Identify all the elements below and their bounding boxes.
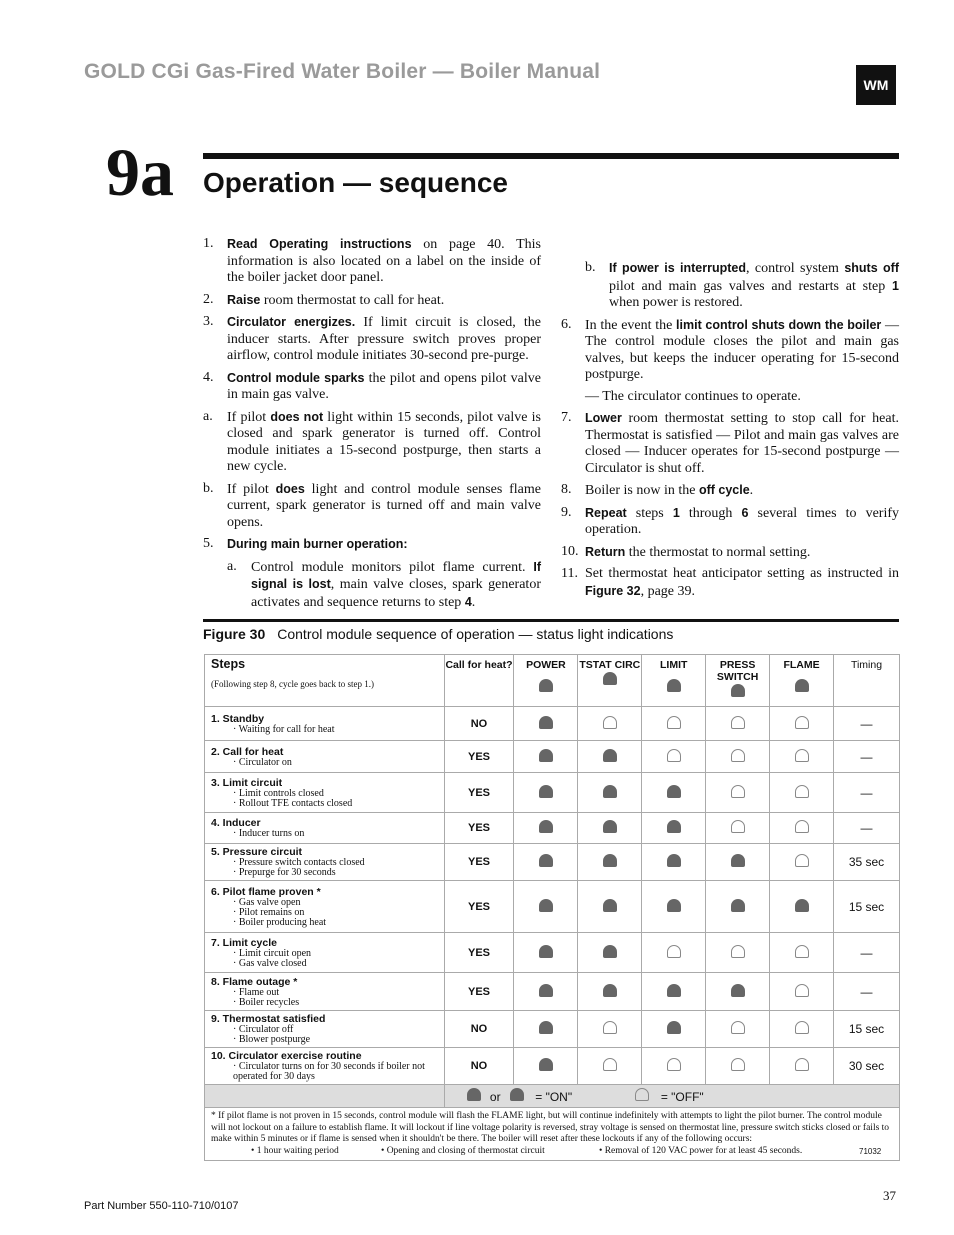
step-7: 7. Lower room thermostat setting to stop call for heat. Thermostat is satisfied — Pilot and main gas valves are closed — Inducer operates for 15-second postpurge — Circulator is shut off. xyxy=(561,410,899,476)
call-for-heat-cell: YES xyxy=(444,813,514,844)
lamp-on-icon xyxy=(539,899,553,912)
step-cell xyxy=(205,1011,445,1048)
step-detail: · Boiler producing heat xyxy=(233,916,327,928)
step-title: 10. Circulator exercise routine xyxy=(211,1050,362,1062)
flame-lamp-cell xyxy=(770,1048,834,1085)
lamp-on-icon xyxy=(731,854,745,867)
col-limit: LIMIT xyxy=(642,655,706,707)
lamp-off-icon xyxy=(667,749,681,762)
step-cell xyxy=(205,881,445,933)
lamp-on-icon xyxy=(603,899,617,912)
press-switch-lamp-cell xyxy=(706,741,770,773)
call-for-heat-cell: YES xyxy=(444,973,514,1011)
limit-lamp-cell xyxy=(642,741,706,773)
table-row xyxy=(205,741,900,773)
call-for-heat-cell: NO xyxy=(444,707,514,741)
timing-cell: — xyxy=(834,741,900,773)
lamp-on-icon xyxy=(603,672,617,685)
section-number: 9a xyxy=(106,134,174,210)
cycle-note: (Following step 8, cycle goes back to step 1.) xyxy=(211,679,374,689)
col-timing: Timing xyxy=(834,655,900,707)
table-row xyxy=(205,844,900,881)
table-row xyxy=(205,933,900,973)
figure-code: 71032 xyxy=(859,1146,882,1156)
call-for-heat-cell: YES xyxy=(444,881,514,933)
power-lamp-cell xyxy=(514,773,578,813)
lamp-on-icon xyxy=(539,820,553,833)
legend-row xyxy=(205,1085,900,1108)
lamp-off-icon xyxy=(731,785,745,798)
tstat-circ-lamp-cell xyxy=(578,844,642,881)
flame-lamp-cell xyxy=(770,1011,834,1048)
timing-cell: — xyxy=(834,773,900,813)
step-5b: b. If power is interrupted, control system shuts off pilot and main gas valves and restarts at step 1 when power is restored. xyxy=(585,260,899,310)
step-detail: · Gas valve open xyxy=(233,896,301,908)
step-9: 9. Repeat steps 1 through 6 several times to verify operation. xyxy=(561,504,900,537)
step-detail: · Limit controls closed xyxy=(233,787,324,799)
timing-cell: — xyxy=(834,973,900,1011)
col-power: POWER xyxy=(514,655,578,707)
lamp-off-icon xyxy=(795,854,809,867)
limit-lamp-cell xyxy=(642,1048,706,1085)
press-switch-lamp-cell xyxy=(706,1011,770,1048)
lamp-on-icon xyxy=(795,679,809,692)
step-detail: · Gas valve closed xyxy=(233,957,307,969)
call-for-heat-cell: YES xyxy=(444,844,514,881)
call-for-heat-cell: YES xyxy=(444,933,514,973)
figure-caption: Figure 30 Control module sequence of operation — status light indications xyxy=(203,626,674,642)
table-row xyxy=(205,773,900,813)
lamp-on-icon xyxy=(731,684,745,697)
lamp-off-icon xyxy=(795,785,809,798)
power-lamp-cell xyxy=(514,973,578,1011)
table-row xyxy=(205,1048,900,1085)
table-row xyxy=(205,881,900,933)
step-detail: · Pilot remains on xyxy=(233,906,305,918)
lamp-off-icon xyxy=(731,1058,745,1071)
lamp-on-icon xyxy=(667,984,681,997)
lamp-on-icon xyxy=(539,984,553,997)
step-cell xyxy=(205,813,445,844)
section-title: Operation — sequence xyxy=(203,167,508,198)
power-lamp-cell xyxy=(514,844,578,881)
lamp-off-icon xyxy=(667,1058,681,1071)
lamp-on-icon xyxy=(603,820,617,833)
lamp-off-icon xyxy=(731,1021,745,1034)
step-cell xyxy=(205,773,445,813)
power-lamp-cell xyxy=(514,1048,578,1085)
tstat-circ-lamp-cell xyxy=(578,1011,642,1048)
power-lamp-cell xyxy=(514,933,578,973)
limit-lamp-cell xyxy=(642,813,706,844)
step-title: 6. Pilot flame proven * xyxy=(211,885,321,898)
lamp-on-icon xyxy=(667,679,681,692)
tstat-circ-lamp-cell xyxy=(578,1048,642,1085)
reset-option-3: • Removal of 120 VAC power for at least 45 seconds. xyxy=(599,1145,803,1156)
lamp-on-icon xyxy=(795,899,809,912)
flame-lamp-cell xyxy=(770,881,834,933)
flame-lamp-cell xyxy=(770,813,834,844)
table-row xyxy=(205,707,900,741)
press-switch-lamp-cell xyxy=(706,707,770,741)
step-detail: · Inducer turns on xyxy=(233,828,305,839)
press-switch-lamp-cell xyxy=(706,881,770,933)
table-row xyxy=(205,973,900,1011)
lamp-off-icon xyxy=(795,945,809,958)
step-5: 5. During main burner operation: xyxy=(203,536,408,551)
step-title: 2. Call for heat xyxy=(211,745,284,758)
timing-cell: — xyxy=(834,813,900,844)
limit-lamp-cell xyxy=(642,707,706,741)
lamp-on-icon xyxy=(539,785,553,798)
step-8: 8. Boiler is now in the off cycle. xyxy=(561,482,754,498)
lamp-off-icon xyxy=(731,716,745,729)
lamp-on-icon xyxy=(467,1088,481,1101)
limit-lamp-cell xyxy=(642,933,706,973)
flame-lamp-cell xyxy=(770,707,834,741)
lamp-off-icon xyxy=(795,1058,809,1071)
lamp-on-icon xyxy=(667,785,681,798)
reset-option-2: • Opening and closing of thermostat circuit xyxy=(381,1145,545,1156)
step-detail: · Limit circuit open xyxy=(233,947,312,959)
limit-lamp-cell xyxy=(642,844,706,881)
timing-cell: 30 sec xyxy=(834,1048,900,1085)
step-detail: · Prepurge for 30 seconds xyxy=(233,867,336,878)
timing-cell: 15 sec xyxy=(834,881,900,933)
step-detail: · Flame out xyxy=(233,986,280,998)
lamp-on-icon xyxy=(539,854,553,867)
steps-column-left xyxy=(203,236,541,616)
step-title: 5. Pressure circuit xyxy=(211,846,303,858)
lamp-off-icon xyxy=(795,820,809,833)
press-switch-lamp-cell xyxy=(706,773,770,813)
call-for-heat-cell: NO xyxy=(444,1011,514,1048)
lamp-on-icon xyxy=(510,1088,524,1101)
lamp-off-icon xyxy=(603,1058,617,1071)
lamp-on-icon xyxy=(539,1021,553,1034)
lamp-on-icon xyxy=(539,716,553,729)
step-detail: · Rollout TFE contacts closed xyxy=(233,797,353,809)
timing-cell: — xyxy=(834,707,900,741)
step-title: 4. Inducer xyxy=(211,817,261,829)
lamp-on-icon xyxy=(603,854,617,867)
lamp-on-icon xyxy=(731,984,745,997)
timing-cell: 15 sec xyxy=(834,1011,900,1048)
lamp-off-icon xyxy=(667,716,681,729)
step-cell xyxy=(205,1048,445,1085)
lamp-off-icon xyxy=(731,749,745,762)
step-detail: · Blower postpurge xyxy=(233,1034,311,1045)
limit-lamp-cell xyxy=(642,973,706,1011)
manual-header-title: GOLD CGi Gas-Fired Water Boiler — Boiler Manual xyxy=(84,60,601,83)
tstat-circ-lamp-cell xyxy=(578,707,642,741)
step-4: 4. Control module sparks the pilot and opens pilot valve in main gas valve. xyxy=(203,369,541,402)
step-6: 6. In the event the limit control shuts down the boiler — The control module closes the pilot and main gas valves, but keeps the inducer operating for 15-second postpurge. xyxy=(561,316,900,382)
power-lamp-cell xyxy=(514,741,578,773)
step-detail: · Circulator on xyxy=(233,756,292,768)
col-steps: Steps xyxy=(211,657,246,671)
step-title: 9. Thermostat satisfied xyxy=(211,1013,326,1025)
flame-lamp-cell xyxy=(770,844,834,881)
step-title: 3. Limit circuit xyxy=(211,776,283,789)
step-detail: · Pressure switch contacts closed xyxy=(233,857,365,868)
step-3: 3. Circulator energizes. If limit circuit is closed, the inducer starts. After pressure switch proves proper airflow, control module initiates 30-second pre-purge. xyxy=(203,314,541,363)
section-rule xyxy=(203,153,899,159)
step-4b: b. If pilot does light and control module senses flame current, spark generator is turned off and main valve opens. xyxy=(203,480,541,530)
call-for-heat-cell: YES xyxy=(444,741,514,773)
step-4a: a. If pilot does not light within 15 seconds, pilot valve is closed and spark generator is turned off. Control module initiates a 15-second postpurge, then starts a new cycle. xyxy=(203,408,541,474)
call-for-heat-cell: YES xyxy=(444,773,514,813)
flame-lamp-cell xyxy=(770,773,834,813)
figure-rule xyxy=(203,619,899,622)
limit-lamp-cell xyxy=(642,773,706,813)
lamp-on-icon xyxy=(667,1021,681,1034)
press-switch-lamp-cell xyxy=(706,813,770,844)
lamp-off-icon xyxy=(603,716,617,729)
status-light-table xyxy=(204,654,900,1161)
step-detail: · Waiting for call for heat xyxy=(233,723,335,735)
lamp-on-icon xyxy=(539,679,553,692)
power-lamp-cell xyxy=(514,1011,578,1048)
timing-cell: — xyxy=(834,933,900,973)
legend-or: or xyxy=(489,1090,501,1104)
lamp-off-icon xyxy=(795,749,809,762)
step-2: 2. Raise room thermostat to call for heat. xyxy=(203,291,445,308)
table-row xyxy=(205,813,900,844)
step-title: 8. Flame outage * xyxy=(211,975,298,988)
weil-mclain-logo: WM xyxy=(856,65,896,105)
lamp-on-icon xyxy=(539,749,553,762)
step-cell xyxy=(205,741,445,773)
step-cell xyxy=(205,933,445,973)
power-lamp-cell xyxy=(514,881,578,933)
tstat-circ-lamp-cell xyxy=(578,881,642,933)
page-number: 37 xyxy=(883,1188,896,1203)
step-10: 10. Return the thermostat to normal setting. xyxy=(561,543,811,560)
lamp-on-icon xyxy=(539,945,553,958)
step-1: 1. Read Operating instructions on page 40. This information is also located on a label on the inside of the boiler jacket door panel. xyxy=(203,236,541,285)
col-flame: FLAME xyxy=(770,655,834,707)
power-lamp-cell xyxy=(514,707,578,741)
legend-off: = "OFF" xyxy=(660,1090,704,1104)
footnote-row xyxy=(205,1108,900,1161)
table-row xyxy=(205,1011,900,1048)
lamp-on-icon xyxy=(667,820,681,833)
lamp-off-icon xyxy=(795,984,809,997)
col-tstat-circ: TSTAT CIRC xyxy=(578,655,642,707)
press-switch-lamp-cell xyxy=(706,973,770,1011)
step-cell xyxy=(205,844,445,881)
step-detail: · Boiler recycles xyxy=(233,996,300,1008)
flame-lamp-cell xyxy=(770,741,834,773)
tstat-circ-lamp-cell xyxy=(578,973,642,1011)
table-header-row xyxy=(205,655,900,707)
tstat-circ-lamp-cell xyxy=(578,933,642,973)
limit-lamp-cell xyxy=(642,1011,706,1048)
step-6-note: — The circulator continues to operate. xyxy=(585,388,801,404)
step-cell xyxy=(205,973,445,1011)
lamp-on-icon xyxy=(667,854,681,867)
timing-cell: 35 sec xyxy=(834,844,900,881)
lamp-on-icon xyxy=(603,749,617,762)
step-detail: · Circulator turns on for 30 seconds if boiler not operated for 30 days xyxy=(233,1061,425,1082)
press-switch-lamp-cell xyxy=(706,1048,770,1085)
call-for-heat-cell: NO xyxy=(444,1048,514,1085)
flame-lamp-cell xyxy=(770,933,834,973)
tstat-circ-lamp-cell xyxy=(578,813,642,844)
tstat-circ-lamp-cell xyxy=(578,773,642,813)
lamp-on-icon xyxy=(603,945,617,958)
lamp-off-icon xyxy=(731,820,745,833)
footnote-text: * If pilot flame is not proven in 15 seconds, control module will flash the FLAME light, but will continue indefinitely with attempts to light the pilot burner. The control module will not lockout on a failure to establish flame. It will lockout if line voltage polarity is reversed, stray voltage is sensed on thermostat line, pressure switch sticks closed or fails to make within 5 minutes or if flame is sensed when it shouldn't be there. The boiler will reset after these lockouts if any of the following occurs: xyxy=(211,1111,890,1144)
lamp-off-icon xyxy=(635,1088,649,1101)
lamp-on-icon xyxy=(603,785,617,798)
lamp-on-icon xyxy=(603,984,617,997)
lamp-off-icon xyxy=(795,716,809,729)
limit-lamp-cell xyxy=(642,881,706,933)
step-title: 7. Limit cycle xyxy=(211,936,277,949)
legend-on: = "ON" xyxy=(535,1090,573,1104)
step-11: 11. Set thermostat heat anticipator setting as instructed in Figure 32, page 39. xyxy=(561,566,899,599)
step-5a: a. Control module monitors pilot flame current. If signal is lost, main valve closes, spark generator activates and sequence returns to step 4. xyxy=(227,558,541,610)
step-title: 1. Standby xyxy=(211,712,265,725)
lamp-off-icon xyxy=(795,1021,809,1034)
step-cell xyxy=(205,707,445,741)
lamp-off-icon xyxy=(731,945,745,958)
col-press-switch: PRESS SWITCH xyxy=(706,655,770,707)
reset-option-1: • 1 hour waiting period xyxy=(251,1145,339,1156)
lamp-on-icon xyxy=(731,899,745,912)
press-switch-lamp-cell xyxy=(706,844,770,881)
lamp-on-icon xyxy=(667,899,681,912)
lamp-off-icon xyxy=(603,1021,617,1034)
steps-column-right xyxy=(561,236,899,605)
part-number: Part Number 550-110-710/0107 xyxy=(84,1200,239,1212)
lamp-on-icon xyxy=(539,1058,553,1071)
col-call-for-heat: Call for heat? xyxy=(444,655,514,707)
power-lamp-cell xyxy=(514,813,578,844)
flame-lamp-cell xyxy=(770,973,834,1011)
press-switch-lamp-cell xyxy=(706,933,770,973)
tstat-circ-lamp-cell xyxy=(578,741,642,773)
step-detail: · Circulator off xyxy=(233,1024,294,1035)
lamp-off-icon xyxy=(667,945,681,958)
